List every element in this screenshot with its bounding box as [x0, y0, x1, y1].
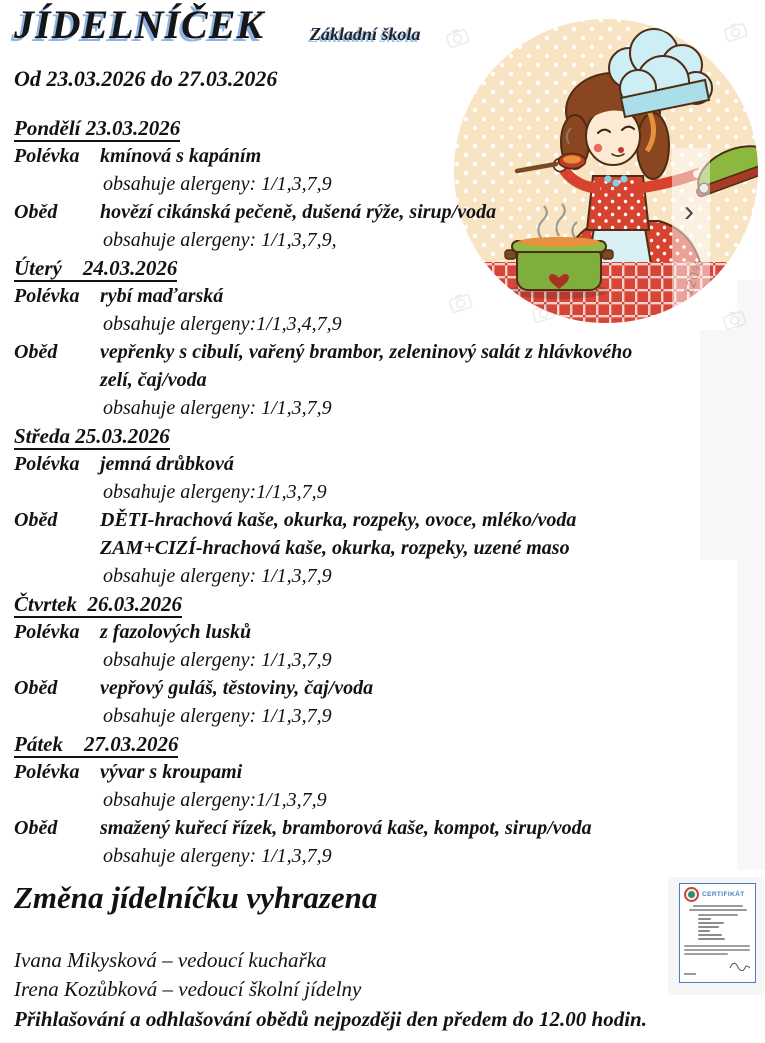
- day-title: Pátek 27.03.2026: [14, 732, 179, 756]
- lunch-label: Oběd: [14, 677, 58, 699]
- signup-deadline-notice: Přihlašování a odhlašování obědů nejpozději den předem do 12.00 hodin.: [14, 1007, 647, 1031]
- lunch-name: vepřový guláš, těstoviny, čaj/voda: [100, 677, 374, 699]
- allergen-row: obsahuje alergeny:1/1,3,7,9: [103, 481, 327, 503]
- lunch-row: [14, 814, 756, 842]
- lunch-row-continued: zelí, čaj/voda: [100, 369, 207, 391]
- soup-label: Polévka: [14, 761, 80, 783]
- certificate-footer-line: [684, 973, 696, 975]
- certificate-text-line: [689, 909, 747, 911]
- certificate-paragraph-line: [684, 945, 750, 947]
- certificate-signature: [729, 958, 751, 976]
- certificate-title: CERTIFIKÁT: [702, 891, 745, 898]
- day-section-tuesday: [14, 254, 756, 422]
- lunch-label: Oběd: [14, 201, 58, 223]
- day-title: Čtvrtek 26.03.2026: [14, 592, 182, 616]
- certificate-paragraph-line: [684, 949, 750, 951]
- page-title: JÍDELNÍČEK: [14, 2, 265, 47]
- lunch-row: [14, 506, 756, 534]
- soup-row: [14, 758, 756, 786]
- certificate-text-line: [698, 914, 738, 916]
- certificate-list-line: [698, 938, 725, 940]
- allergen-row: obsahuje alergeny: 1/1,3,7,9: [103, 705, 332, 727]
- staff-line-canteen-manager: Irena Kozůbková – vedoucí školní jídelny: [14, 977, 362, 1001]
- soup-label: Polévka: [14, 145, 80, 167]
- soup-name: vývar s kroupami: [100, 761, 243, 783]
- certificate-list-line: [698, 918, 711, 920]
- day-title: Středa 25.03.2026: [14, 424, 170, 448]
- certificate-paragraph-line: [684, 953, 728, 955]
- day-section-wednesday: [14, 422, 756, 590]
- day-title: Pondělí 23.03.2026: [14, 116, 181, 140]
- lunch-name: hovězí cikánská pečeně, dušená rýže, sirup/voda: [100, 201, 497, 223]
- lunch-row-continued: [14, 534, 756, 562]
- allergen-row: obsahuje alergeny: 1/1,3,7,9: [103, 397, 332, 419]
- staff-line-cook: Ivana Mikysková – vedoucí kuchařka: [14, 948, 327, 972]
- day-section-friday: [14, 730, 756, 870]
- day-title: Úterý 24.03.2026: [14, 256, 178, 280]
- allergen-row: obsahuje alergeny: 1/1,3,7,9: [103, 565, 332, 587]
- soup-label: Polévka: [14, 621, 80, 643]
- lunch-row: [14, 338, 756, 366]
- soup-name: kmínová s kapáním: [100, 145, 262, 167]
- lunch-label: Oběd: [14, 817, 58, 839]
- lunch-row: [14, 195, 756, 228]
- certificate-list-line: [698, 922, 724, 924]
- certificate-list-line: [698, 930, 710, 932]
- lunch-label: Oběd: [14, 509, 58, 531]
- certificate-text-line: [693, 905, 743, 907]
- next-image-arrow-icon[interactable]: ›: [684, 195, 694, 228]
- lunch-name: vepřenky s cibulí, vařený brambor, zeleninový salát z hlávkového: [100, 341, 633, 363]
- soup-name: jemná drůbková: [100, 453, 234, 475]
- soup-row: [14, 282, 756, 310]
- lunch-name-staff: ZAM+CIZÍ-hrachová kaše, okurka, rozpeky, uzené maso: [100, 537, 570, 559]
- certificate-logo-icon: [684, 887, 699, 902]
- allergen-row: obsahuje alergeny: 1/1,3,7,9: [103, 173, 332, 195]
- soup-row: [14, 450, 756, 478]
- allergen-row: obsahuje alergeny: 1/1,3,7,9: [103, 845, 332, 867]
- zoom-percent-watermark: 120%: [680, 256, 707, 298]
- certificate-list-line: [698, 934, 722, 936]
- day-section-monday: [14, 114, 756, 254]
- day-section-thursday: [14, 590, 756, 730]
- school-subtitle: Základní škola: [310, 24, 421, 44]
- allergen-row: obsahuje alergeny: 1/1,3,7,9,: [103, 229, 337, 251]
- allergen-row: obsahuje alergeny:1/1,3,7,9: [103, 789, 327, 811]
- lunch-row: [14, 674, 756, 702]
- soup-name: rybí maďarská: [100, 285, 224, 307]
- soup-row: [14, 142, 756, 170]
- weekly-menu: [14, 114, 756, 870]
- soup-label: Polévka: [14, 285, 80, 307]
- soup-label: Polévka: [14, 453, 80, 475]
- lunch-name: smažený kuřecí řízek, bramborová kaše, kompot, sirup/voda: [100, 817, 592, 839]
- soup-row: [14, 618, 756, 646]
- allergen-row: obsahuje alergeny: 1/1,3,7,9: [103, 649, 332, 671]
- allergen-row: obsahuje alergeny:1/1,3,4,7,9: [103, 313, 342, 335]
- date-range: Od 23.03.2026 do 27.03.2026: [14, 66, 278, 91]
- certificate-list-line: [698, 926, 719, 928]
- soup-name: z fazolových lusků: [100, 621, 252, 643]
- lunch-label: Oběd: [14, 341, 58, 363]
- change-reserved-heading: Změna jídelníčku vyhrazena: [14, 880, 378, 915]
- certificate-thumbnail: [679, 883, 756, 983]
- lunch-name-children: DĚTI-hrachová kaše, okurka, rozpeky, ovoce, mléko/voda: [100, 509, 577, 531]
